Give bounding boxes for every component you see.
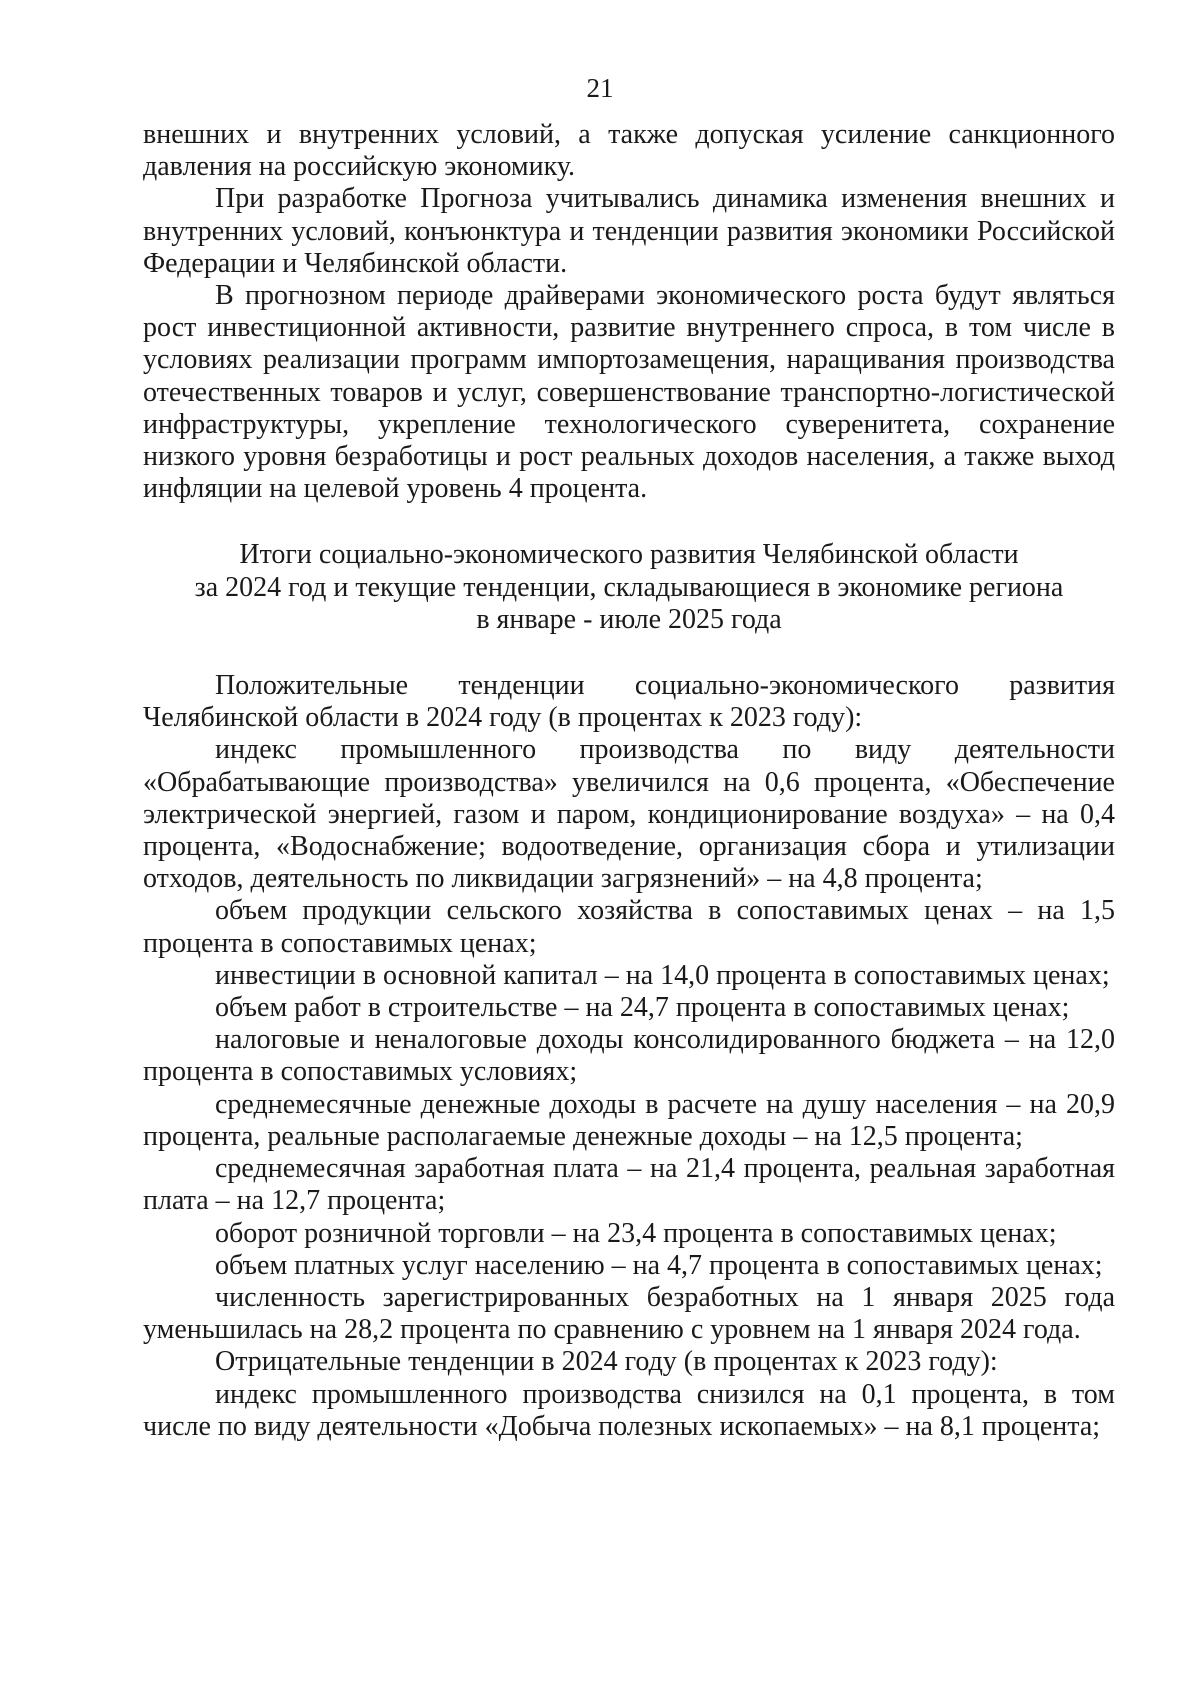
positive-trend-item: объем работ в строительстве – на 24,7 процента в сопоставимых ценах;	[215, 992, 1070, 1024]
negative-trends-intro: Отрицательные тенденции в 2024 году (в процентах к 2023 году):	[215, 1346, 998, 1378]
positive-trend-item: налоговые и неналоговые доходы консолидированного бюджета – на 12,0 процента в сопоставимых условиях;	[143, 1024, 1115, 1088]
positive-trend-item: численность зарегистрированных безработных на 1 января 2025 года уменьшилась на 28,2 процента по сравнению с уровнем на 1 января 2024 года.	[143, 1281, 1115, 1346]
section-heading-line-3: в январе - июле 2025 года	[476, 603, 782, 635]
section-heading-line-2: за 2024 год и текущие тенденции, складывающиеся в экономике региона	[194, 571, 1064, 603]
positive-trend-item: объем платных услуг населению – на 4,7 процента в сопоставимых ценах;	[215, 1249, 1103, 1281]
document-body	[143, 119, 1115, 1443]
positive-trend-item: инвестиции в основной капитал – на 14,0 процента в сопоставимых ценах;	[215, 959, 1110, 991]
positive-trend-item: среднемесячные денежные доходы в расчете на душу населения – на 20,9 процента, реальные располагаемые денежные доходы – на 12,5 процента;	[143, 1088, 1115, 1152]
paragraph-forecast-development: При разработке Прогноза учитывались динамика изменения внешних и внутренних условий, конъюнктура и тенденции развития экономики Российской Федерации и Челябинской области.	[143, 183, 1115, 279]
positive-trend-item: оборот розничной торговли – на 23,4 процента в сопоставимых ценах;	[215, 1217, 1057, 1249]
negative-trend-item: индекс промышленного производства снизился на 0,1 процента, в том числе по виду деятельности «Добыча полезных ископаемых» – на 8,1 процента;	[143, 1378, 1115, 1442]
spacer	[143, 636, 1115, 670]
spacer	[143, 505, 1115, 539]
paragraph-continuation: внешних и внутренних условий, а также допуская усиление санкционного давления на российскую экономику.	[143, 119, 1115, 183]
positive-trend-item: среднемесячная заработная плата – на 21,4 процента, реальная заработная плата – на 12,7 процента;	[143, 1153, 1115, 1217]
paragraph-growth-drivers: В прогнозном периоде драйверами экономического роста будут являться рост инвестиционной активности, развитие внутреннего спроса, в том числе в условиях реализации программ импортозамещения, наращивания производства отечественных товаров и услуг, совершенствование транспортно-логистической инфраструктуры, укрепление технологического суверенитета, сохранение низкого уровня безработицы и рост реальных доходов населения, а также выход инфляции на целевой уровень 4 процента.	[143, 280, 1115, 505]
positive-trends-intro: Положительные тенденции социально-экономического развития Челябинской области в 2024 году (в процентах к 2023 году):	[143, 670, 1115, 734]
positive-trend-item: объем продукции сельского хозяйства в сопоставимых ценах – на 1,5 процента в сопоставимых ценах;	[143, 895, 1115, 959]
section-heading-line-1: Итоги социально-экономического развития Челябинской области	[239, 539, 1019, 571]
page-number: 21	[586, 73, 614, 103]
section-heading	[143, 539, 1115, 636]
positive-trend-item: индекс промышленного производства по виду деятельности «Обрабатывающие производства» увеличился на 0,6 процента, «Обеспечение электрической энергией, газом и паром, кондиционирование воздуха» – на 0,4 процента, «Водоснабжение; водоотведение, организация сбора и утилизации отходов, деятельность по ликвидации загрязнений» – на 4,8 процента;	[143, 734, 1115, 895]
